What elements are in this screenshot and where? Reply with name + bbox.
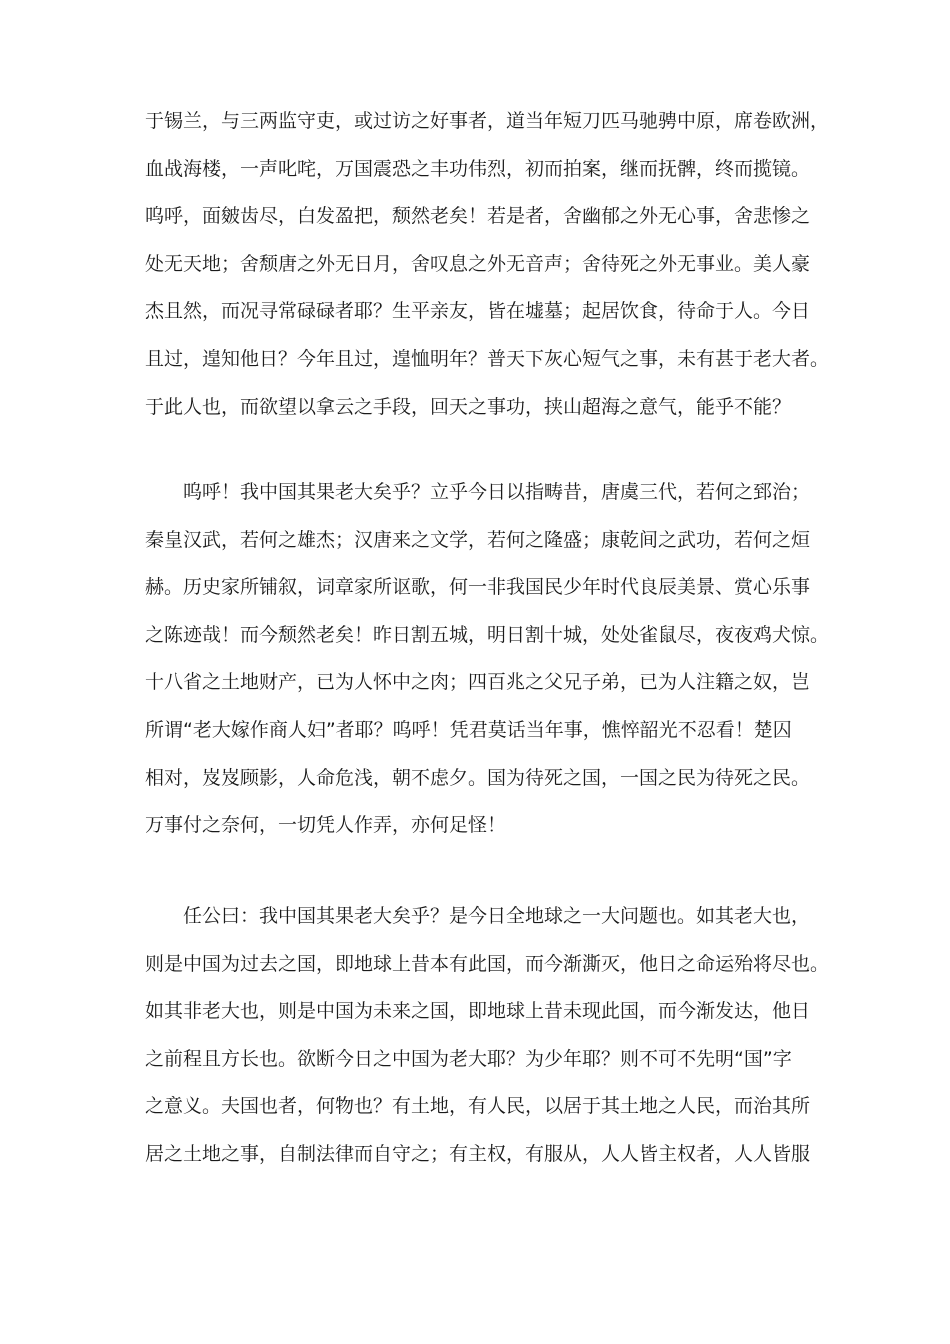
text-line: 所谓“老大嫁作商人妇”者耶？呜呼！凭君莫话当年事，憔悴韶光不忍看！楚囚 — [145, 718, 792, 741]
text-line: 于此人也，而欲望以拿云之手段，回天之事功，挟山超海之意气，能乎不能？ — [145, 395, 792, 418]
text-line: 秦皇汉武，若何之雄杰；汉唐来之文学，若何之隆盛；康乾间之武功，若何之烜 — [145, 528, 811, 551]
paragraph-1 — [145, 98, 830, 431]
paragraph-3 — [145, 893, 830, 1179]
text-line-first: 任公曰：我中国其果老大矣乎？是今日全地球之一大问题也。如其老大也， — [183, 905, 811, 927]
text-line: 如其非老大也，则是中国为未来之国，即地球上昔未现此国，而今渐发达，他日 — [145, 1000, 811, 1023]
text-line: 之陈迹哉！而今颓然老矣！昨日割五城，明日割十城，处处雀鼠尽，夜夜鸡犬惊。 — [145, 623, 830, 646]
text-line: 赫。历史家所铺叙，词章家所讴歌，何一非我国民少年时代良辰美景、赏心乐事 — [145, 576, 811, 599]
text-line: 呜呼，面皴齿尽，白发盈把，颓然老矣！若是者，舍幽郁之外无心事，舍悲惨之 — [145, 205, 811, 228]
text-line: 十八省之土地财产，已为人怀中之肉；四百兆之父兄子弟，已为人注籍之奴，岂 — [145, 671, 811, 694]
text-line: 则是中国为过去之国，即地球上昔本有此国，而今渐澌灭，他日之命运殆将尽也。 — [145, 952, 830, 975]
text-line: 血战海楼，一声叱咤，万国震恐之丰功伟烈，初而拍案，继而抚髀，终而揽镜。 — [145, 157, 811, 180]
text-line: 于锡兰，与三两监守吏，或过访之好事者，道当年短刀匹马驰骋中原，席卷欧洲， — [145, 110, 830, 132]
text-line: 且过，遑知他日？今年且过，遑恤明年？普天下灰心短气之事，未有甚于老大者。 — [145, 347, 830, 370]
text-line: 杰且然，而况寻常碌碌者耶？生平亲友，皆在墟墓；起居饮食，待命于人。今日 — [145, 300, 811, 323]
text-line-first: 呜呼！我中国其果老大矣乎？立乎今日以指畴昔，唐虞三代，若何之郅治； — [183, 481, 811, 503]
text-line: 居之土地之事，自制法律而自守之；有主权，有服从，人人皆主权者，人人皆服 — [145, 1142, 811, 1165]
paragraph-2 — [145, 469, 830, 850]
text-line: 相对，岌岌顾影，人命危浅，朝不虑夕。国为待死之国，一国之民为待死之民。 — [145, 766, 811, 789]
text-line: 处无天地；舍颓唐之外无日月，舍叹息之外无音声；舍待死之外无事业。美人豪 — [145, 252, 811, 275]
text-line: 之前程且方长也。欲断今日之中国为老大耶？为少年耶？则不可不先明“国”字 — [145, 1047, 792, 1070]
text-line: 万事付之奈何，一切凭人作弄，亦何足怪！ — [145, 814, 507, 837]
text-line: 之意义。夫国也者，何物也？有土地，有人民，以居于其土地之人民，而治其所 — [145, 1095, 811, 1118]
